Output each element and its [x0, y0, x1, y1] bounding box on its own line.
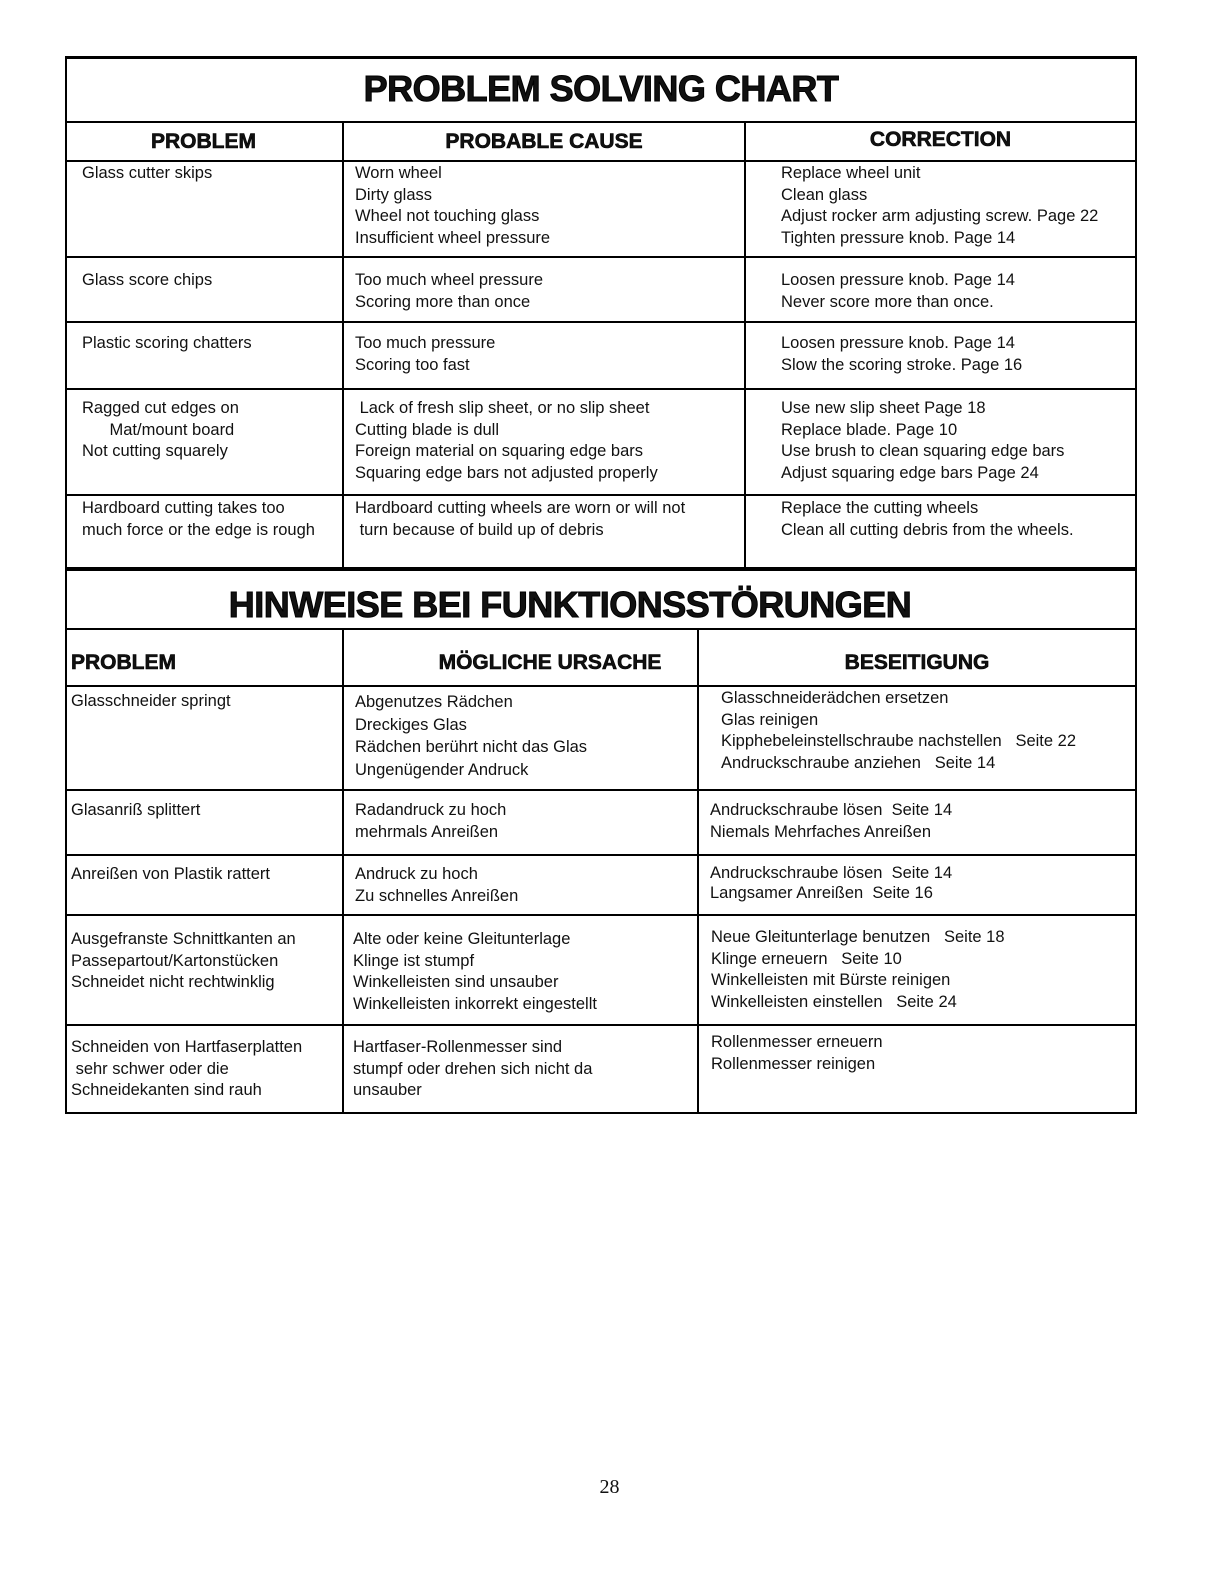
problem-cell: Ragged cut edges on Mat/mount board Not cutting squarely: [82, 399, 239, 460]
correction-cell: Replace wheel unit Clean glass Adjust rocker arm adjusting screw. Page 22 Tighten pressure knob. Page 14: [781, 164, 1099, 247]
column-divider: [342, 628, 344, 1114]
top-border: [65, 56, 1137, 59]
problem-cell: Anreißen von Plastik rattert: [71, 865, 270, 883]
column-divider: [744, 121, 746, 568]
problem-cell: Glasschneider springt: [71, 692, 231, 710]
cause-cell: Alte oder keine Gleitunterlage Klinge ist stumpf Winkelleisten sind unsauber Winkelleisten inkorrekt eingestellt: [353, 930, 597, 1013]
cause-cell: Too much pressure Scoring too fast: [355, 334, 496, 374]
german-chart-title: HINWEISE BEI FUNKTIONSSTÖRUNGEN: [228, 584, 912, 625]
bottom-border: [65, 1112, 1137, 1114]
row-divider: [65, 494, 1137, 496]
column-divider: [342, 121, 344, 568]
header-moegliche-ursache: MÖGLICHE URSACHE: [438, 651, 662, 674]
cause-cell: Too much wheel pressure Scoring more than once: [355, 271, 544, 311]
row-divider: [65, 388, 1137, 390]
correction-cell: Loosen pressure knob. Page 14 Never score more than once.: [781, 271, 1015, 311]
page-number: 28: [599, 1476, 620, 1498]
row-divider: [65, 1024, 1137, 1026]
header-problem: PROBLEM: [151, 130, 256, 153]
cause-cell: Worn wheel Dirty glass Wheel not touching glass Insufficient wheel pressure: [355, 164, 551, 247]
problem-cell: Schneiden von Hartfaserplatten sehr schwer oder die Schneidekanten sind rauh: [71, 1038, 303, 1099]
row-divider: [65, 256, 1137, 258]
cause-cell: Hardboard cutting wheels are worn or will not turn because of build up of debris: [355, 499, 686, 539]
row-divider: [65, 914, 1137, 916]
correction-cell: Andruckschraube lösen Seite 14 Niemals Mehrfaches Anreißen: [710, 801, 953, 841]
problem-cell: Plastic scoring chatters: [82, 334, 252, 352]
correction-cell: Rollenmesser erneuern Rollenmesser reinigen: [711, 1033, 883, 1073]
problem-cell: Glass score chips: [82, 271, 213, 289]
correction-cell: Use new slip sheet Page 18 Replace blade. Page 10 Use brush to clean squaring edge bars Adjust squaring edge bars Page 24: [781, 399, 1065, 482]
row-divider: [65, 789, 1137, 791]
correction-cell: Replace the cutting wheels Clean all cutting debris from the wheels.: [781, 499, 1074, 539]
row-divider: [65, 321, 1137, 323]
cause-cell: Radandruck zu hoch mehrmals Anreißen: [355, 801, 507, 841]
section-separator: [65, 567, 1137, 571]
cause-cell: Abgenutzes Rädchen Dreckiges Glas Rädchen berührt nicht das Glas Ungenügender Andruck: [355, 693, 588, 779]
cause-cell: Lack of fresh slip sheet, or no slip sheet Cutting blade is dull Foreign material on squaring edge bars Squaring edge bars not adjusted properly: [355, 399, 658, 482]
english-chart-title: PROBLEM SOLVING CHART: [363, 68, 839, 109]
header-correction: CORRECTION: [869, 128, 1012, 151]
row-divider: [65, 854, 1137, 856]
cause-cell: Hartfaser-Rollenmesser sind stumpf oder drehen sich nicht da unsauber: [353, 1038, 593, 1099]
column-divider: [697, 628, 699, 1114]
title-divider: [65, 121, 1137, 123]
title-divider: [65, 628, 1137, 630]
right-border: [1135, 56, 1137, 1114]
header-divider: [65, 160, 1137, 162]
problem-cell: Glasanriß splittert: [71, 801, 201, 819]
problem-cell: Hardboard cutting takes too much force or the edge is rough: [82, 499, 315, 539]
header-problem-de: PROBLEM: [71, 651, 176, 674]
problem-cell: Glass cutter skips: [82, 164, 213, 182]
header-beseitigung: BESEITIGUNG: [844, 651, 990, 674]
problem-cell: Ausgefranste Schnittkanten an Passepartout/Kartonstücken Schneidet nicht rechtwinklig: [71, 930, 296, 991]
header-divider: [65, 685, 1137, 687]
cause-cell: Andruck zu hoch Zu schnelles Anreißen: [355, 865, 519, 905]
header-probable-cause: PROBABLE CAUSE: [445, 130, 643, 153]
correction-cell: Loosen pressure knob. Page 14 Slow the scoring stroke. Page 16: [781, 334, 1023, 374]
correction-cell: Andruckschraube lösen Seite 14 Langsamer Anreißen Seite 16: [710, 864, 953, 902]
correction-cell: Glasschneiderädchen ersetzen Glas reinigen Kipphebeleinstellschraube nachstellen Seite 22 Andruckschraube anziehen Seite 14: [721, 689, 1076, 772]
correction-cell: Neue Gleitunterlage benutzen Seite 18 Klinge erneuern Seite 10 Winkelleisten mit Bürste reinigen Winkelleisten einstellen Seite 24: [711, 928, 1005, 1011]
